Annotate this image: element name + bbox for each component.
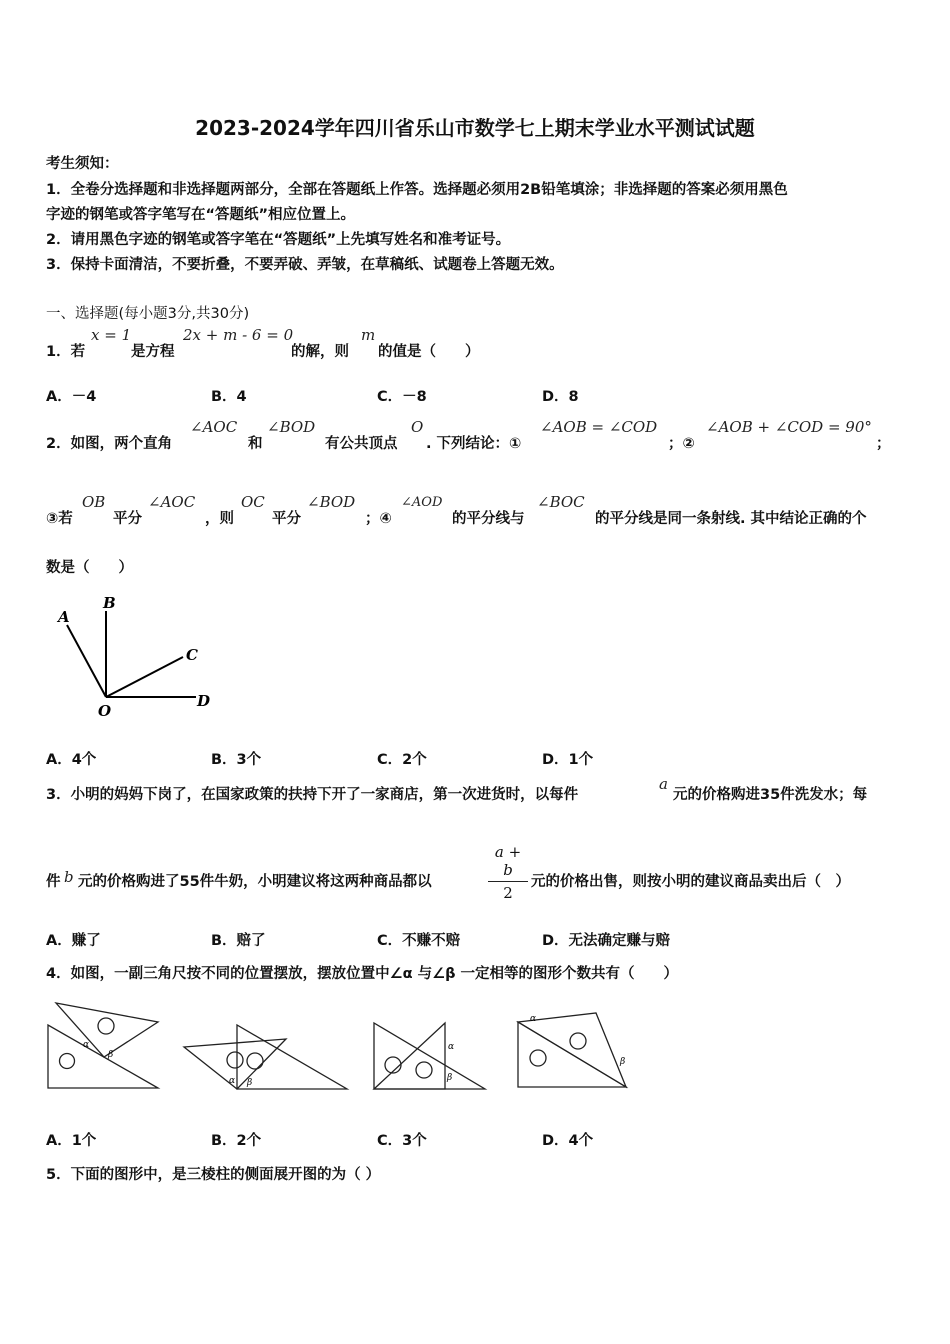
q3-text-4: 元的价格购进了55件牛奶，小明建议将这两种商品都以 <box>78 874 432 890</box>
q3-option-d[interactable]: D．无法确定赚与赔 <box>542 933 671 949</box>
q2-option-d[interactable]: D．1个 <box>542 752 594 768</box>
section-heading: 一、选择题(每小题3分,共30分) <box>46 306 250 322</box>
q2-math-10: ∠AOD <box>401 495 443 510</box>
q4-figure-1 <box>44 995 164 1095</box>
q2-text-9: ，则 <box>205 511 234 527</box>
q2-text-14: 数是（ ） <box>46 560 133 576</box>
q3-text-2: 元的价格购进35件洗发水；每 <box>673 787 868 803</box>
q2-math-8: OC <box>241 493 265 511</box>
q3-fraction <box>488 843 528 902</box>
q4-fig2-beta: β <box>247 1078 253 1088</box>
q2-math-6: OB <box>82 493 106 511</box>
q2-math-3: O <box>411 418 424 436</box>
q2-text-6: ； <box>876 436 891 452</box>
q4-option-a[interactable]: A．1个 <box>46 1133 97 1149</box>
q1-text-1: 1．若 <box>46 344 86 360</box>
q3-option-b[interactable]: B．赔了 <box>211 933 266 949</box>
q4-figure-2 <box>180 1020 352 1095</box>
q4-fig3-beta: β <box>447 1073 453 1083</box>
notice-heading: 考生须知： <box>46 156 119 172</box>
q4-fig1-beta: β <box>108 1050 114 1060</box>
q4-fig4-beta: β <box>620 1057 626 1067</box>
q4-option-c[interactable]: C．3个 <box>377 1133 427 1149</box>
q1-math-2: 2x + m - 6 = 0 <box>183 326 294 344</box>
q4-fig3-alpha: α <box>448 1042 455 1052</box>
q1-text-2: 是方程 <box>131 344 175 360</box>
q4-figure-3 <box>370 1017 490 1095</box>
q2-text-10: 平分 <box>272 511 301 527</box>
q2-math-11: ∠BOC <box>537 493 585 511</box>
q4-fig4-alpha: α <box>530 1014 537 1024</box>
q1-option-c[interactable]: C．－8 <box>377 389 427 405</box>
q2-text-12: 的平分线与 <box>452 511 525 527</box>
notice-line-1a: 1．全卷分选择题和非选择题两部分，全部在答题纸上作答。选择题必须用2B铅笔填涂；非选择题的答案必须用黑色 <box>46 182 788 198</box>
q2-text-8: 平分 <box>113 511 142 527</box>
q3-fraction-bar <box>488 881 528 882</box>
q3-option-c[interactable]: C．不赚不赔 <box>377 933 461 949</box>
q1-text-4: 的值是（ ） <box>378 344 480 360</box>
q3-fraction-denominator: 2 <box>503 884 513 902</box>
q2-angle-figure <box>50 590 220 720</box>
q4-fig2-alpha: α <box>229 1076 236 1086</box>
ray-oc <box>106 657 183 697</box>
label-o: O <box>98 702 112 720</box>
q1-option-d[interactable]: D．8 <box>542 389 579 405</box>
q3-text-1: 3．小明的妈妈下岗了，在国家政策的扶持下开了一家商店，第一次进货时，以每件 <box>46 787 579 803</box>
q1-option-b[interactable]: B．4 <box>211 389 247 405</box>
q3-text-5: 元的价格出售，则按小明的建议商品卖出后（ ） <box>531 874 850 890</box>
q2-text-11: ；④ <box>365 511 392 527</box>
q2-text-2: 和 <box>248 436 263 452</box>
q4-option-b[interactable]: B．2个 <box>211 1133 262 1149</box>
q2-text-1: 2．如图，两个直角 <box>46 436 173 452</box>
q5-text: 5．下面的图形中，是三棱柱的侧面展开图的为（ ） <box>46 1167 381 1183</box>
label-b: B <box>103 594 116 612</box>
q2-math-5: ∠AOB + ∠COD = 90° <box>706 418 872 436</box>
q2-text-3: 有公共顶点 <box>325 436 398 452</box>
q2-math-4: ∠AOB = ∠COD <box>540 418 658 436</box>
q2-math-1: ∠AOC <box>190 418 238 436</box>
label-c: C <box>186 646 198 664</box>
q4-fig1-alpha: α <box>83 1040 90 1050</box>
q3-text-3: 件 <box>46 874 61 890</box>
q2-math-7: ∠AOC <box>148 493 196 511</box>
label-a: A <box>58 608 70 626</box>
ray-oa <box>67 625 106 697</box>
q4-text: 4．如图，一副三角尺按不同的位置摆放，摆放位置中∠α 与∠β 一定相等的图形个数共有（ ） <box>46 966 679 982</box>
label-d: D <box>197 692 211 710</box>
q3-math-1: a <box>659 775 668 793</box>
q4-figure-4 <box>510 1008 635 1093</box>
q2-text-7: ③若 <box>46 511 73 527</box>
q1-math-1: x = 1 <box>91 326 132 344</box>
q1-math-3: m <box>361 326 376 344</box>
q2-option-a[interactable]: A．4个 <box>46 752 97 768</box>
notice-line-3: 3．保持卡面清洁，不要折叠，不要弄破、弄皱，在草稿纸、试题卷上答题无效。 <box>46 257 564 273</box>
notice-line-2: 2．请用黑色字迹的钢笔或答字笔在“答题纸”上先填写姓名和准考证号。 <box>46 232 511 248</box>
q1-text-3: 的解，则 <box>291 344 349 360</box>
q2-text-5: ；② <box>668 436 695 452</box>
q2-text-4: . 下列结论：① <box>426 436 522 452</box>
q1-option-a[interactable]: A．－4 <box>46 389 97 405</box>
page-title: 2023-2024学年四川省乐山市数学七上期末学业水平测试试题 <box>195 116 755 140</box>
q3-option-a[interactable]: A．赚了 <box>46 933 101 949</box>
q3-math-2: b <box>64 868 74 886</box>
q2-option-b[interactable]: B．3个 <box>211 752 262 768</box>
q2-math-9: ∠BOD <box>307 493 356 511</box>
q2-option-c[interactable]: C．2个 <box>377 752 427 768</box>
notice-line-1b: 字迹的钢笔或答字笔写在“答题纸”相应位置上。 <box>46 207 356 223</box>
q3-fraction-numerator: a + b <box>494 843 522 879</box>
q2-math-2: ∠BOD <box>267 418 316 436</box>
q4-option-d[interactable]: D．4个 <box>542 1133 594 1149</box>
q2-text-13: 的平分线是同一条射线. 其中结论正确的个 <box>595 511 867 527</box>
